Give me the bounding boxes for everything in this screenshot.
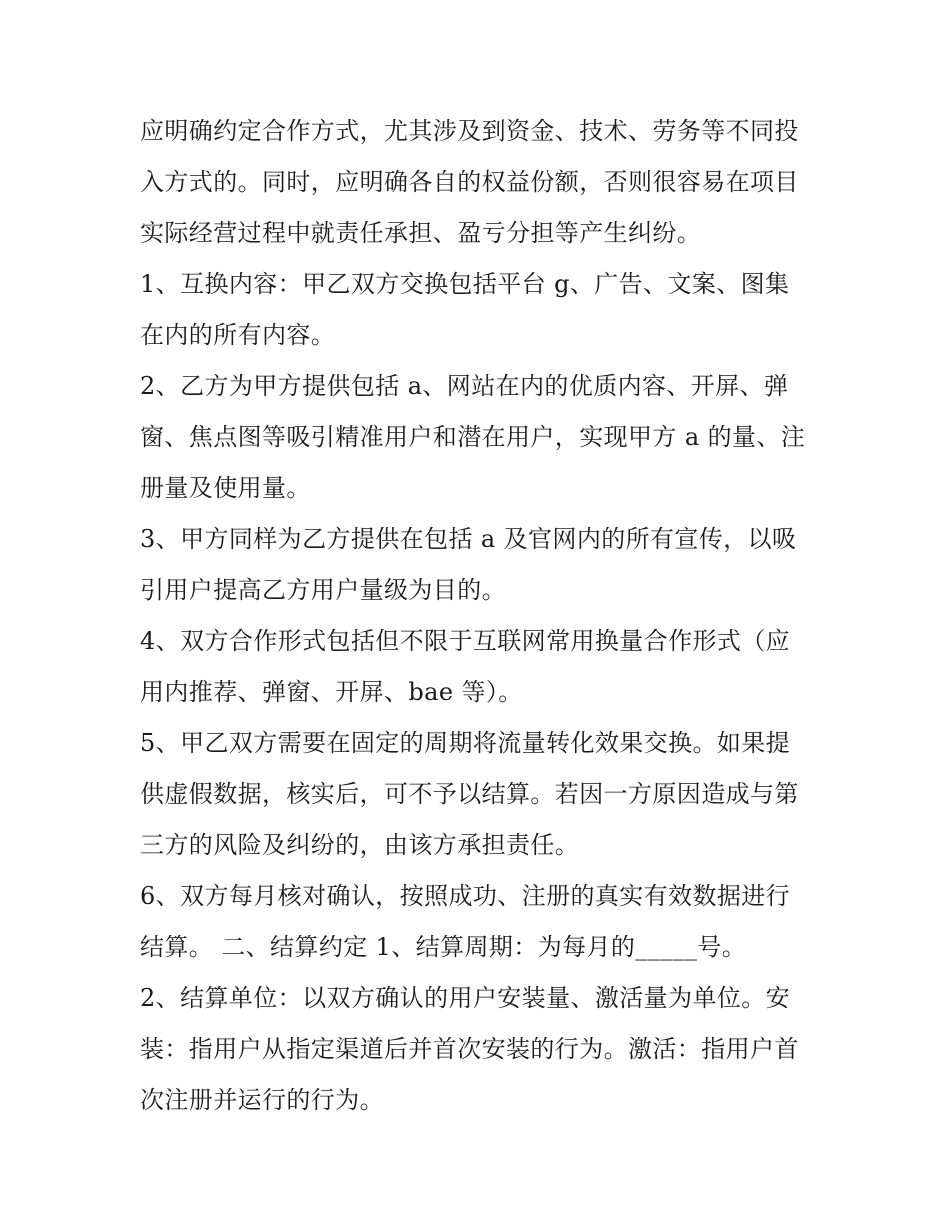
text-line: 实际经营过程中就责任承担、盈亏分担等产生纠纷。 [140, 219, 702, 247]
document-body [140, 106, 820, 1126]
text-line: 6、双方每月核对确认，按照成功、注册的真实有效数据进行 [140, 882, 791, 910]
text-line: 结算。 二、结算约定 1、结算周期：为每月的_____号。 [140, 933, 747, 961]
text-line: 应明确约定合作方式，尤其涉及到资金、技术、劳务等不同投 [140, 117, 799, 145]
text-line: 供虚假数据，核实后，可不予以结算。若因一方原因造成与第 [140, 780, 799, 808]
text-line: 2、乙方为甲方提供包括 a、网站在内的优质内容、开屏、弹 [140, 372, 789, 400]
text-line: 2、结算单位：以双方确认的用户安装量、激活量为单位。安 [140, 984, 791, 1012]
text-line: 入方式的。同时，应明确各自的权益份额，否则很容易在项目 [140, 168, 799, 196]
text-line: 在内的所有内容。 [140, 321, 336, 349]
text-line: 三方的风险及纠纷的，由该方承担责任。 [140, 831, 580, 859]
text-line: 4、双方合作形式包括但不限于互联网常用换量合作形式（应 [140, 627, 791, 655]
text-line: 装：指用户从指定渠道后并首次安装的行为。激活：指用户首 [140, 1035, 799, 1063]
text-line: 5、甲乙双方需要在固定的周期将流量转化效果交换。如果提 [140, 729, 791, 757]
text-line: 3、甲方同样为乙方提供在包括 a 及官网内的所有宣传，以吸 [140, 525, 797, 553]
text-line: 1、互换内容：甲乙双方交换包括平台 g、广告、文案、图集 [140, 270, 790, 298]
text-line: 用内推荐、弹窗、开屏、bae 等）。 [140, 678, 523, 706]
text-line: 册量及使用量。 [140, 474, 311, 502]
text-line: 次注册并运行的行为。 [140, 1086, 384, 1114]
text-line: 引用户提高乙方用户量级为目的。 [140, 576, 506, 604]
text-line: 窗、焦点图等吸引精准用户和潜在用户，实现甲方 a 的量、注 [140, 423, 806, 451]
